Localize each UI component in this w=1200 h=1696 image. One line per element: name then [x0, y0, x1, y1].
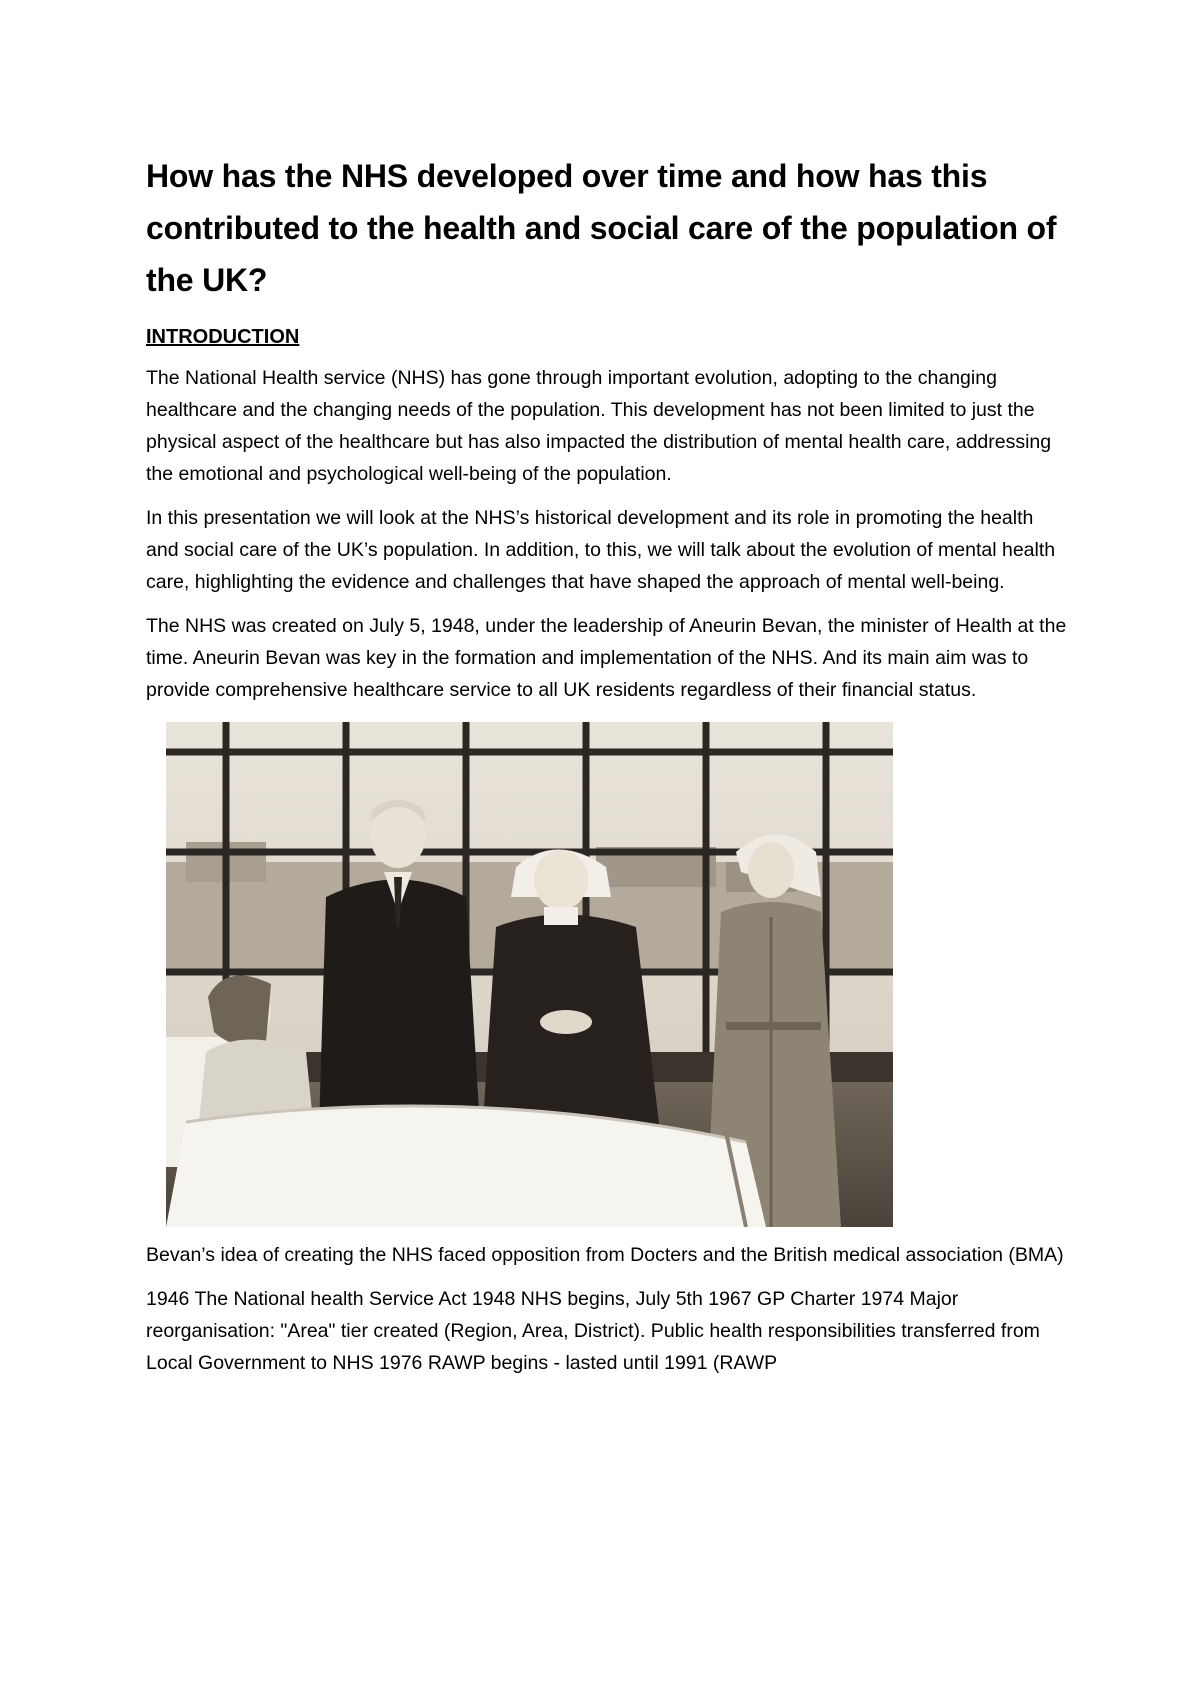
paragraph-timeline: 1946 The National health Service Act 1948 NHS begins, July 5th 1967 GP Charter 1974 Major reorganisation: "Area" tier created (Region, Area, District). Public health responsibilities transferred from Local Government to NHS 1976 RAWP begins - lasted until 1991 (RAWP	[146, 1288, 1040, 1374]
intro-paragraph-1: The National Health service (NHS) has gone through important evolution, adopting to the changing healthcare and the changing needs of the population. This development has not been limited to just the physical aspect of the healthcare but has also impacted the distribution of mental health care, addressing the emotional and psychological well-being of the population.	[146, 367, 1052, 485]
photo-illustration	[166, 722, 893, 1227]
document-body	[146, 150, 1070, 1391]
intro-paragraph-2: In this presentation we will look at the NHS’s historical development and its role in promoting the health and social care of the UK’s population. In addition, to this, we will talk about the evolution of mental health care, highlighting the evidence and challenges that have shaped the approach of mental well-being.	[146, 507, 1056, 593]
paragraph-bevan-opposition: Bevan’s idea of creating the NHS faced opposition from Docters and the British medical association (BMA)	[146, 1244, 1064, 1266]
historical-photo-bevan-hospital-ward	[166, 722, 893, 1227]
section-heading-introduction: INTRODUCTION	[146, 326, 300, 348]
intro-paragraph-3: The NHS was created on July 5, 1948, under the leadership of Aneurin Bevan, the minister of Health at the time. Aneurin Bevan was key in the formation and implementation of the NHS. And its main aim was to provide comprehensive healthcare service to all UK residents regardless of their financial status.	[146, 615, 1067, 701]
document-title: How has the NHS developed over time and how has this contributed to the health and social care of the population of the UK?	[146, 158, 1057, 298]
